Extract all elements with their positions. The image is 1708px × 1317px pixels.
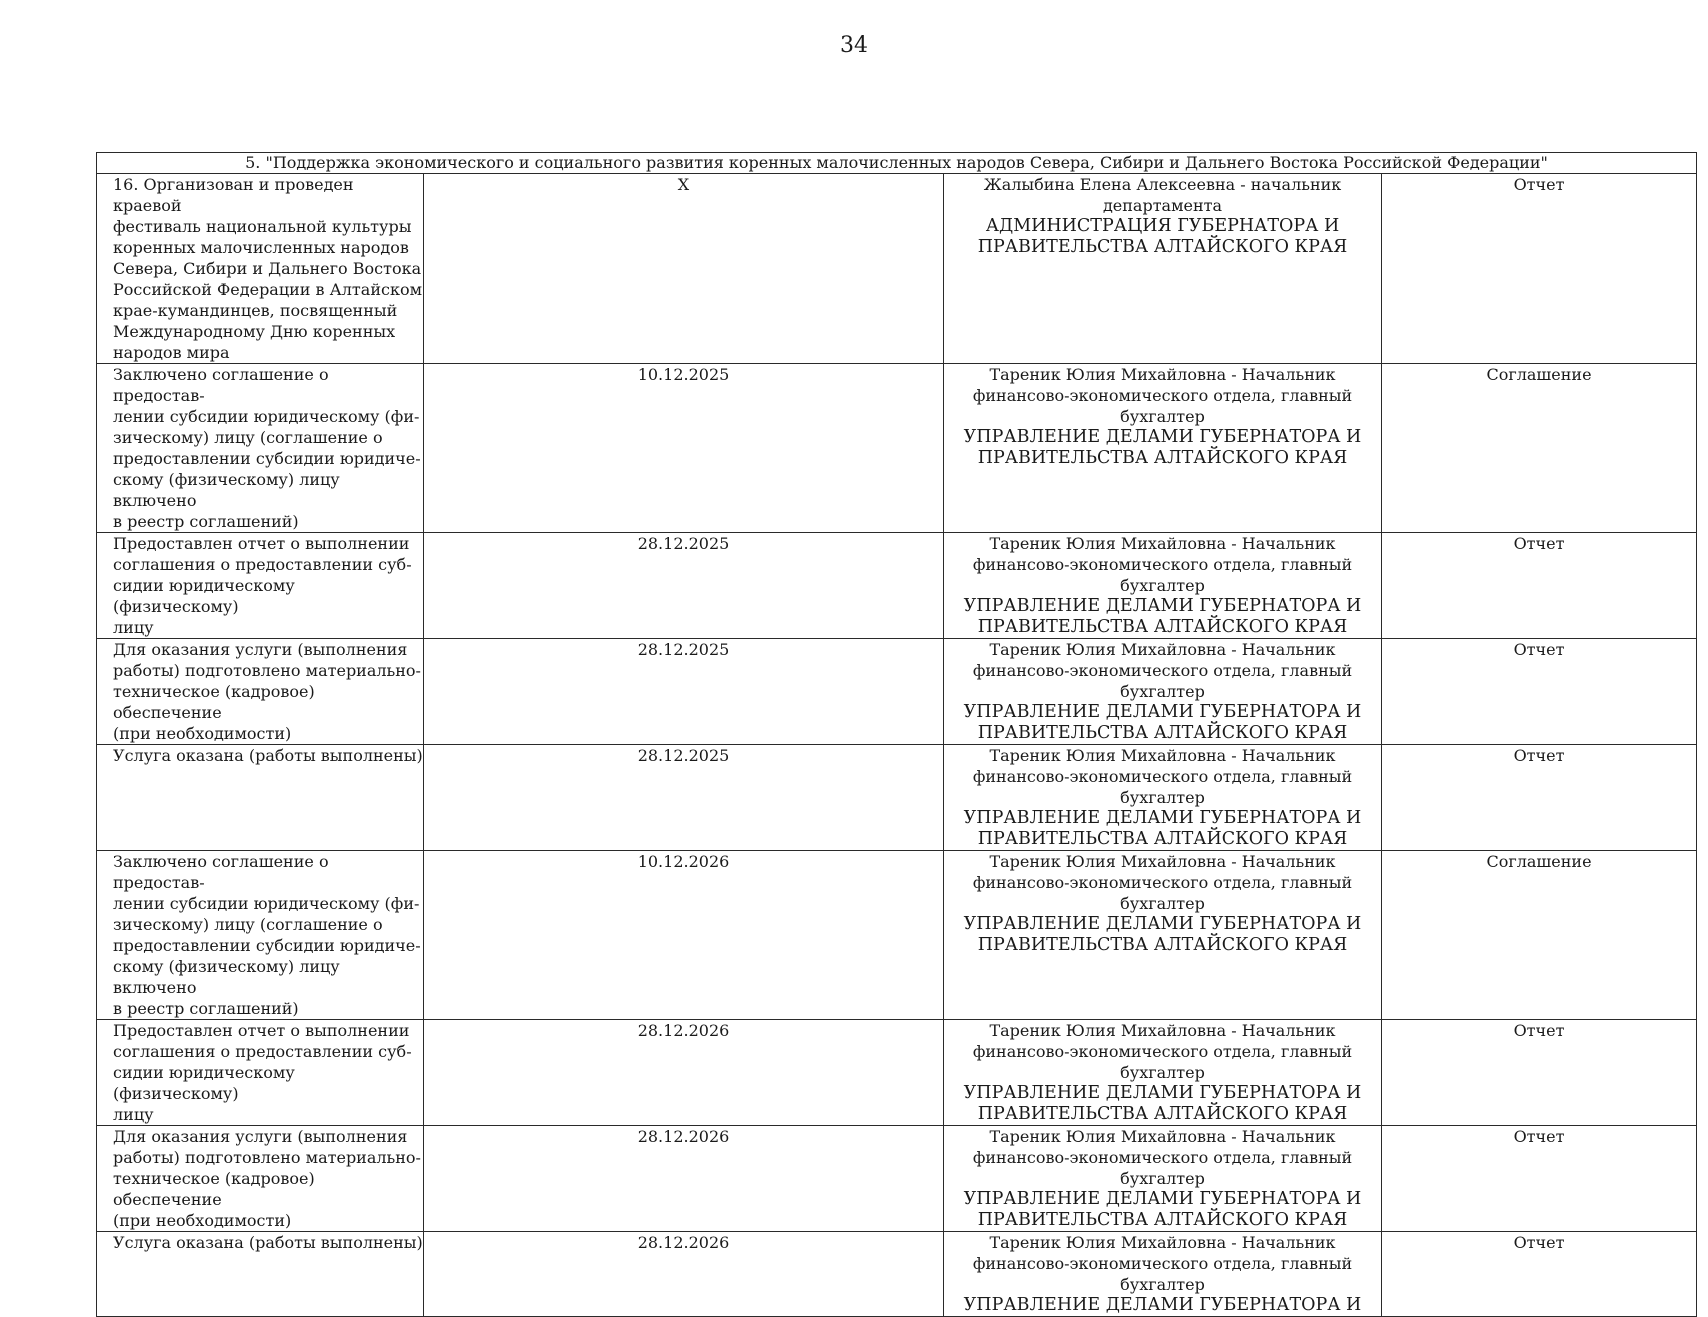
event-text: Заключено соглашение о предостав- лении субсидии юридическому (фи- зическому) лицу (соглашение о предоставлении субсидии юридиче- скому (физическому) лицу включено в реестр соглашений) [113, 365, 421, 531]
document-cell: Соглашение [1382, 364, 1697, 533]
responsible-person: Тареник Юлия Михайловна - Начальник финансово-экономического отдела, главный бухгалтер [972, 746, 1353, 807]
responsible-person: Тареник Юлия Михайловна - Начальник финансово-экономического отдела, главный бухгалтер [972, 365, 1353, 426]
responsible-organization: АДМИНИСТРАЦИЯ ГУБЕРНАТОРА И ПРАВИТЕЛЬСТВА АЛТАЙСКОГО КРАЯ [977, 216, 1348, 257]
responsible-person: Тареник Юлия Михайловна - Начальник финансово-экономического отдела, главный бухгалтер [972, 1127, 1353, 1188]
page-number: 34 [840, 33, 868, 58]
responsible-cell [944, 851, 1382, 1020]
responsible-organization: УПРАВЛЕНИЕ ДЕЛАМИ ГУБЕРНАТОРА И ПРАВИТЕЛЬСТВА АЛТАЙСКОГО КРАЯ [963, 808, 1362, 849]
event-cell [97, 174, 424, 364]
date-cell: X [424, 174, 944, 364]
event-text: Для оказания услуги (выполнения работы) подготовлено материально- техническое (кадровое) обеспечение (при необходимости) [113, 640, 421, 743]
event-cell [97, 745, 424, 851]
event-cell [97, 1232, 424, 1317]
plan-table-body [97, 153, 1697, 1317]
event-cell [97, 851, 424, 1020]
document-cell: Отчет [1382, 1126, 1697, 1232]
date-cell: 28.12.2026 [424, 1126, 944, 1232]
responsible-cell [944, 1126, 1382, 1232]
table-row [97, 364, 1697, 533]
responsible-organization: УПРАВЛЕНИЕ ДЕЛАМИ ГУБЕРНАТОРА И ПРАВИТЕЛЬСТВА АЛТАЙСКОГО КРАЯ [963, 914, 1362, 955]
event-text: Предоставлен отчет о выполнении соглашения о предоставлении суб- сидии юридическому (физическому) лицу [113, 1021, 412, 1124]
document-cell: Соглашение [1382, 851, 1697, 1020]
responsible-organization: УПРАВЛЕНИЕ ДЕЛАМИ ГУБЕРНАТОРА И ПРАВИТЕЛЬСТВА АЛТАЙСКОГО КРАЯ [963, 702, 1362, 743]
event-text: Предоставлен отчет о выполнении соглашения о предоставлении суб- сидии юридическому (физическому) лицу [113, 534, 412, 637]
document-cell: Отчет [1382, 174, 1697, 364]
document-cell: Отчет [1382, 745, 1697, 851]
responsible-cell [944, 533, 1382, 639]
date-cell: 10.12.2026 [424, 851, 944, 1020]
event-cell [97, 364, 424, 533]
date-cell: 28.12.2025 [424, 533, 944, 639]
event-text: Услуга оказана (работы выполнены) [113, 1233, 423, 1252]
table-row [97, 1020, 1697, 1126]
event-text: Для оказания услуги (выполнения работы) подготовлено материально- техническое (кадровое) обеспечение (при необходимости) [113, 1127, 421, 1230]
responsible-organization: УПРАВЛЕНИЕ ДЕЛАМИ ГУБЕРНАТОРА И ПРАВИТЕЛЬСТВА АЛТАЙСКОГО КРАЯ [963, 1083, 1362, 1124]
table-row [97, 639, 1697, 745]
responsible-person: Тареник Юлия Михайловна - Начальник финансово-экономического отдела, главный бухгалтер [972, 1233, 1353, 1294]
table-row [97, 851, 1697, 1020]
responsible-organization: УПРАВЛЕНИЕ ДЕЛАМИ ГУБЕРНАТОРА И ПРАВИТЕЛЬСТВА АЛТАЙСКОГО КРАЯ [963, 1189, 1362, 1230]
table-row [97, 1232, 1697, 1317]
document-cell: Отчет [1382, 1232, 1697, 1317]
event-text: Услуга оказана (работы выполнены) [113, 746, 423, 765]
table-row [97, 1126, 1697, 1232]
table-row [97, 174, 1697, 364]
responsible-person: Тареник Юлия Михайловна - Начальник финансово-экономического отдела, главный бухгалтер [972, 1021, 1353, 1082]
date-cell: 28.12.2025 [424, 639, 944, 745]
date-cell: 28.12.2025 [424, 745, 944, 851]
event-cell [97, 1020, 424, 1126]
table-row [97, 533, 1697, 639]
responsible-person: Тареник Юлия Михайловна - Начальник финансово-экономического отдела, главный бухгалтер [972, 640, 1353, 701]
responsible-cell [944, 1020, 1382, 1126]
table-row [97, 745, 1697, 851]
document-cell: Отчет [1382, 533, 1697, 639]
responsible-cell [944, 639, 1382, 745]
event-cell [97, 1126, 424, 1232]
responsible-organization: УПРАВЛЕНИЕ ДЕЛАМИ ГУБЕРНАТОРА И ПРАВИТЕЛЬСТВА АЛТАЙСКОГО КРАЯ [963, 427, 1362, 468]
plan-table-container [96, 152, 1696, 1315]
responsible-cell [944, 364, 1382, 533]
section-header-row [97, 153, 1697, 174]
document-cell: Отчет [1382, 639, 1697, 745]
plan-table [96, 152, 1697, 1317]
event-cell [97, 639, 424, 745]
date-cell: 10.12.2025 [424, 364, 944, 533]
event-text: Заключено соглашение о предостав- лении субсидии юридическому (фи- зическому) лицу (соглашение о предоставлении субсидии юридиче- скому (физическому) лицу включено в реестр соглашений) [113, 852, 421, 1018]
responsible-person: Тареник Юлия Михайловна - Начальник финансово-экономического отдела, главный бухгалтер [972, 534, 1353, 595]
responsible-organization: УПРАВЛЕНИЕ ДЕЛАМИ ГУБЕРНАТОРА И ПРАВИТЕЛЬСТВА АЛТАЙСКОГО КРАЯ [963, 596, 1362, 637]
event-cell [97, 533, 424, 639]
responsible-cell [944, 1232, 1382, 1317]
document-cell: Отчет [1382, 1020, 1697, 1126]
responsible-person: Тареник Юлия Михайловна - Начальник финансово-экономического отдела, главный бухгалтер [972, 852, 1353, 913]
event-text: 16. Организован и проведен краевой фестиваль национальной культуры коренных малочисленных народов Севера, Сибири и Дальнего Востока Российской Федерации в Алтайском крае-кумандинцев, посвященный Международному Дню коренных народов мира [113, 175, 423, 362]
responsible-cell [944, 174, 1382, 364]
responsible-person: Жалыбина Елена Алексеевна - начальник департамента [983, 175, 1342, 215]
date-cell: 28.12.2026 [424, 1232, 944, 1317]
responsible-organization: УПРАВЛЕНИЕ ДЕЛАМИ ГУБЕРНАТОРА И [963, 1295, 1362, 1315]
section-title: 5. "Поддержка экономического и социального развития коренных малочисленных народов Севера, Сибири и Дальнего Востока Российской Федерации" [97, 153, 1697, 174]
date-cell: 28.12.2026 [424, 1020, 944, 1126]
responsible-cell [944, 745, 1382, 851]
